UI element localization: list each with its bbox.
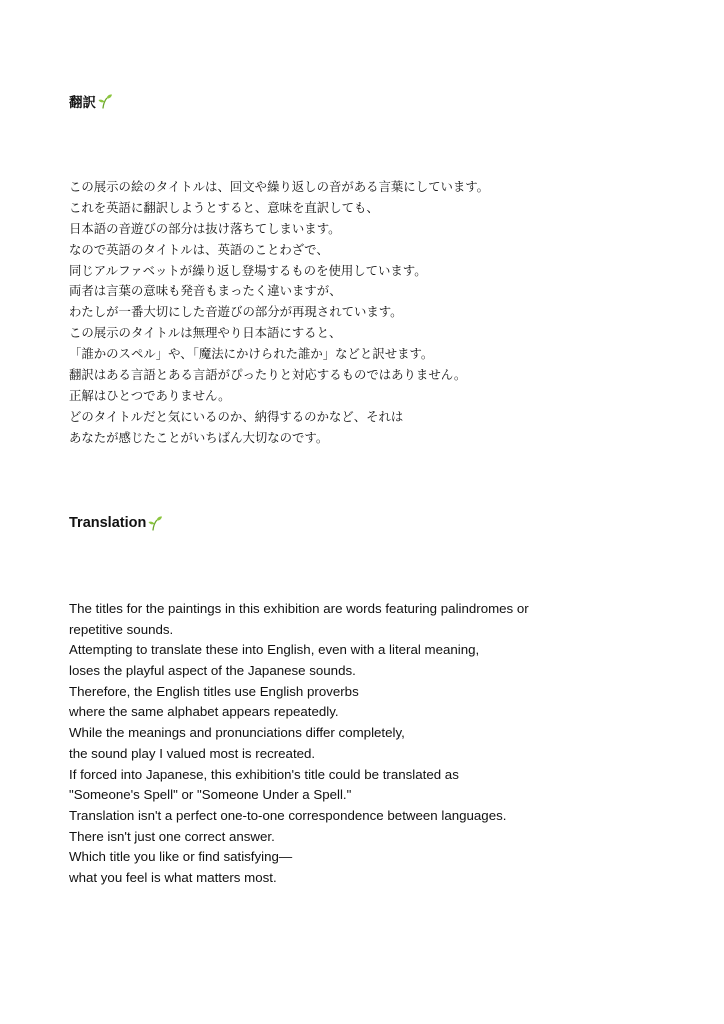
paragraph-line: わたしが一番大切にした音遊びの部分が再現されています。 (69, 304, 403, 320)
paragraph-line: Attempting to translate these into English, even with a literal meaning, (69, 642, 480, 658)
paragraph-line: "Someone's Spell" or "Someone Under a Spell." (69, 787, 352, 803)
japanese-heading-text: 翻訳 (69, 95, 96, 111)
paragraph-line: where the same alphabet appears repeatedly. (69, 704, 339, 720)
paragraph-line: なので英語のタイトルは、英語のことわざで、 (69, 241, 329, 257)
paragraph-line: what you feel is what matters most. (69, 869, 277, 885)
paragraph-line: 日本語の音遊びの部分は抜け落ちてしまいます。 (69, 220, 341, 236)
paragraph-line: 同じアルファベットが繰り返し登場するものを使用しています。 (69, 262, 427, 278)
paragraph-line: この展示の絵のタイトルは、回文や繰り返しの音がある言葉にしています。 (69, 179, 490, 194)
sprout-icon (97, 93, 113, 109)
paragraph-line: While the meanings and pronunciations differ completely, (69, 725, 405, 741)
english-body (69, 599, 529, 889)
paragraph-line: Translation isn't a perfect one-to-one correspondence between languages. (69, 807, 507, 823)
paragraph-line: Therefore, the English titles use English proverbs (69, 683, 359, 699)
paragraph-line: この展示のタイトルは無理やり日本語にすると、 (69, 325, 342, 341)
japanese-body (69, 177, 489, 449)
paragraph-line: あなたが感じたことがいちばん大切なのです。 (69, 429, 329, 445)
paragraph-line: There isn't just one correct answer. (69, 828, 275, 844)
paragraph-line: これを英語に翻訳しようとすると、意味を直訳しても、 (69, 199, 379, 215)
paragraph-line: どのタイトルだと気にいるのか、納得するのかなど、それは (69, 408, 404, 424)
paragraph-line: If forced into Japanese, this exhibition's title could be translated as (69, 766, 459, 782)
english-heading (69, 513, 163, 533)
paragraph-line: 正解はひとつでありません。 (69, 387, 231, 403)
sprout-icon (147, 515, 163, 531)
english-heading-text: Translation (69, 515, 147, 531)
paragraph-line: loses the playful aspect of the Japanese sounds. (69, 663, 356, 679)
paragraph-line: Which title you like or find satisfying— (69, 849, 293, 865)
paragraph-line: the sound play I valued most is recreated. (69, 745, 316, 761)
paragraph-line: repetitive sounds. (69, 621, 174, 637)
japanese-heading (69, 91, 113, 111)
paragraph-line: The titles for the paintings in this exhibition are words featuring palindromes or (69, 601, 529, 616)
paragraph-line: 「誰かのスペル」や、「魔法にかけられた誰か」などと訳せます。 (69, 346, 434, 362)
paragraph-line: 翻訳はある言語とある言語がぴったりと対応するものではありません。 (69, 367, 467, 383)
paragraph-line: 両者は言葉の意味も発音もまったく違いますが、 (69, 283, 342, 299)
